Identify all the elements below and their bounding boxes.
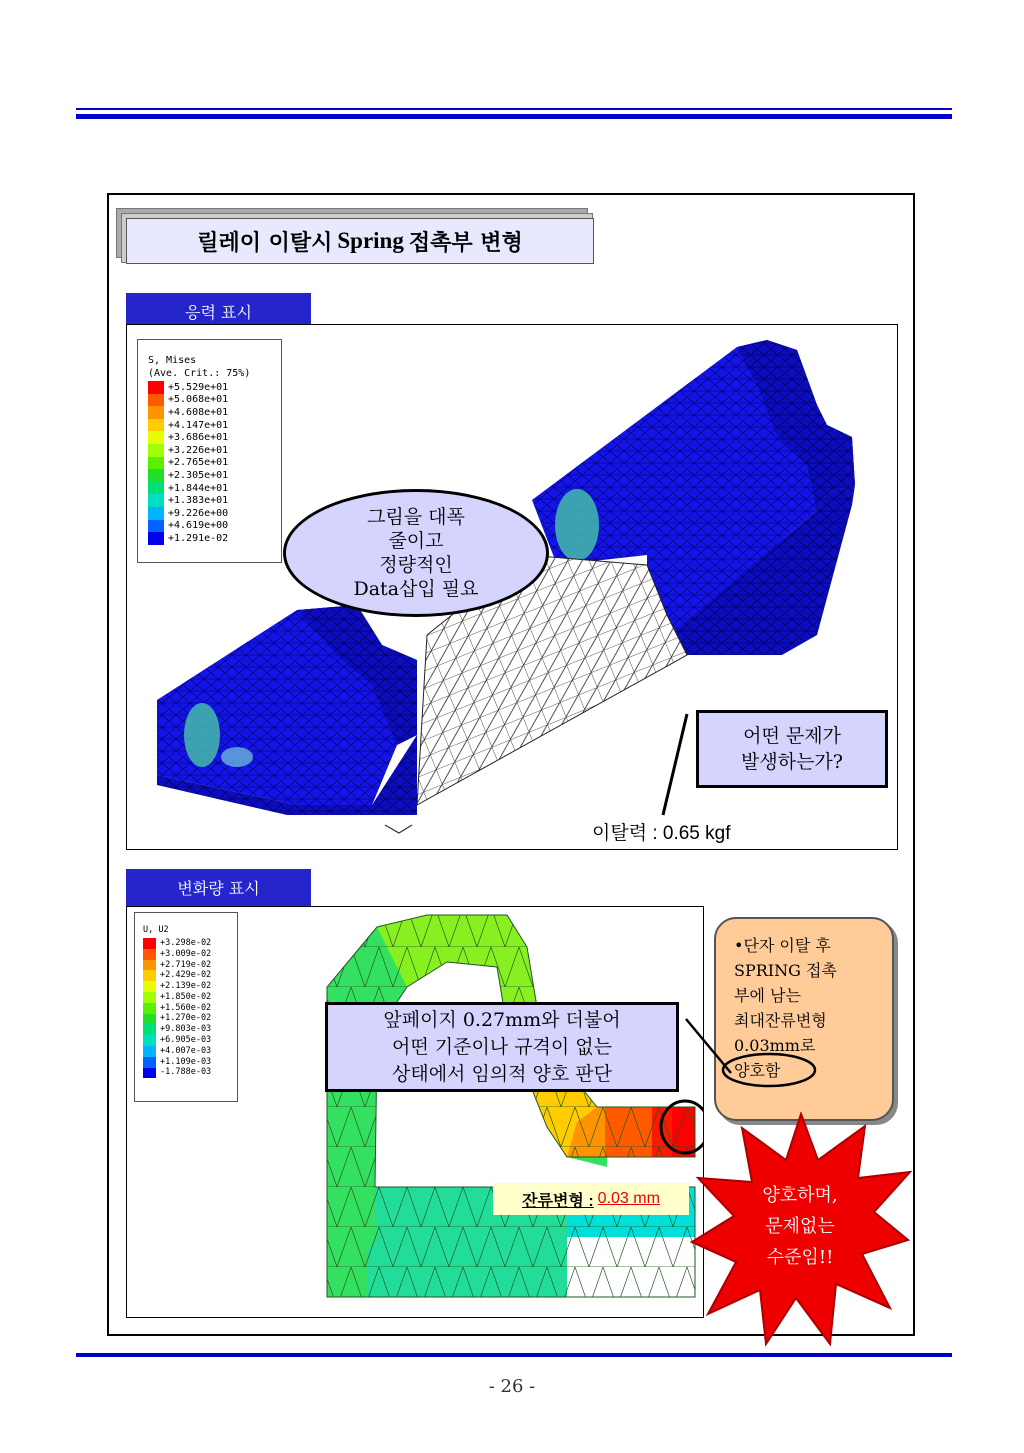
legend-row <box>148 381 281 394</box>
legend-value: +9.803e-03 <box>160 1024 212 1035</box>
note-pointer <box>676 1015 826 1095</box>
callout-ellipse-line: 정량적인 <box>379 554 453 576</box>
legend-swatch <box>143 1057 156 1068</box>
legend-value: +1.383e+01 <box>168 495 229 507</box>
legend-value: +1.291e-02 <box>168 532 229 544</box>
legend-swatch <box>148 469 164 482</box>
legend-swatch <box>143 1014 156 1025</box>
callout-ellipse <box>283 489 549 617</box>
burst-line: 수준임!! <box>766 1247 834 1268</box>
legend-row <box>143 1014 237 1025</box>
legend-row <box>148 419 281 432</box>
legend-swatch <box>148 457 164 470</box>
legend-swatch <box>143 1046 156 1057</box>
legend-value: +3.298e-02 <box>160 937 212 948</box>
legend-row <box>148 520 281 533</box>
tab-displacement <box>126 869 311 906</box>
legend-value: +1.270e-02 <box>160 1013 212 1024</box>
legend-value: +2.719e-02 <box>160 959 212 970</box>
legend-swatch <box>148 419 164 432</box>
legend-swatch <box>148 494 164 507</box>
note-line: 0.03mm로 <box>734 1036 816 1055</box>
legend-value: +3.226e+01 <box>168 444 229 456</box>
legend-value: +2.139e-02 <box>160 981 212 992</box>
legend-row <box>143 1068 237 1079</box>
legend-row <box>148 457 281 470</box>
residual-label: 잔류변형 : <box>522 1192 594 1210</box>
legend-value: +1.844e+01 <box>168 482 229 494</box>
callout-judgement-line: 상태에서 임의적 양호 판단 <box>391 1062 612 1085</box>
callout-judgement-box <box>325 1002 679 1092</box>
legend-swatch <box>143 1035 156 1046</box>
legend-swatch <box>143 1024 156 1035</box>
legend-value: +2.429e-02 <box>160 970 212 981</box>
callout-question-line: 어떤 문제가 <box>743 725 841 747</box>
displacement-legend-title: U, U2 <box>143 925 169 935</box>
legend-row <box>148 394 281 407</box>
legend-row <box>143 970 237 981</box>
stress-legend <box>137 339 282 563</box>
note-line: SPRING 접촉 <box>734 961 837 980</box>
legend-swatch <box>143 992 156 1003</box>
callout-judgement-line: 앞페이지 0.27mm와 더불어 <box>383 1008 621 1031</box>
legend-swatch <box>148 520 164 533</box>
legend-row <box>148 444 281 457</box>
legend-row <box>143 1003 237 1014</box>
stress-legend-subtitle: (Ave. Crit.: 75%) <box>148 368 251 379</box>
callout-ellipse-line: 줄이고 <box>388 530 444 552</box>
header-rule-thin <box>76 108 952 110</box>
legend-value: +9.226e+00 <box>168 507 229 519</box>
page-title-pre: 릴레이 이탈시 <box>197 230 333 256</box>
legend-swatch <box>143 960 156 971</box>
legend-row <box>148 406 281 419</box>
burst-text <box>730 1180 870 1273</box>
tab-displacement-label: 변화량 표시 <box>177 879 260 898</box>
legend-swatch <box>148 406 164 419</box>
tab-stress-label: 응력 표시 <box>185 303 252 322</box>
legend-swatch <box>148 431 164 444</box>
legend-value: +3.009e-02 <box>160 948 212 959</box>
page-title <box>126 218 594 264</box>
legend-swatch <box>143 981 156 992</box>
legend-row <box>148 482 281 495</box>
force-label: 이탈력 : 0.65 kgf <box>592 823 731 844</box>
callout-question-line: 발생하는가? <box>741 751 843 773</box>
stress-legend-scale <box>148 381 281 545</box>
legend-value: +4.608e+01 <box>168 406 229 418</box>
callout-ellipse-line: Data삽입 필요 <box>353 578 479 600</box>
legend-row <box>143 1035 237 1046</box>
residual-value: 0.03 mm <box>597 1190 660 1207</box>
page-title-en: Spring <box>337 228 404 253</box>
legend-row <box>143 938 237 949</box>
burst-line: 문제없는 <box>765 1216 835 1237</box>
legend-value: +5.529e+01 <box>168 381 229 393</box>
legend-swatch <box>148 532 164 545</box>
legend-row <box>143 960 237 971</box>
legend-row <box>143 1046 237 1057</box>
legend-value: +1.850e-02 <box>160 991 212 1002</box>
residual-label-box <box>493 1183 689 1215</box>
legend-value: +4.619e+00 <box>168 520 229 532</box>
legend-value: +5.068e+01 <box>168 394 229 406</box>
callout-ellipse-line: 그림을 대폭 <box>367 506 465 528</box>
legend-swatch <box>148 381 164 394</box>
legend-value: -1.788e-03 <box>160 1067 212 1078</box>
legend-swatch <box>148 444 164 457</box>
callout-question-box <box>696 710 888 788</box>
legend-value: +2.765e+01 <box>168 457 229 469</box>
legend-row <box>143 981 237 992</box>
legend-value: +4.007e-03 <box>160 1045 212 1056</box>
legend-value: +4.147e+01 <box>168 419 229 431</box>
legend-swatch <box>143 1003 156 1014</box>
legend-row <box>148 532 281 545</box>
displacement-legend-scale <box>143 938 237 1078</box>
note-line: 양호함 <box>734 1061 781 1080</box>
note-line: 부에 남는 <box>734 986 801 1005</box>
legend-swatch <box>143 949 156 960</box>
legend-row <box>148 494 281 507</box>
legend-row <box>148 431 281 444</box>
legend-row <box>148 507 281 520</box>
legend-swatch <box>143 938 156 949</box>
callout-judgement-line: 어떤 기준이나 규격이 없는 <box>391 1035 612 1058</box>
note-line: 최대잔류변형 <box>734 1011 827 1030</box>
legend-value: +2.305e+01 <box>168 469 229 481</box>
legend-value: +3.686e+01 <box>168 432 229 444</box>
callout-pointer-line <box>655 710 695 820</box>
legend-swatch <box>148 482 164 495</box>
burst-line: 양호하며, <box>762 1185 838 1206</box>
legend-swatch <box>143 970 156 981</box>
legend-swatch <box>148 394 164 407</box>
legend-row <box>143 949 237 960</box>
legend-value: +1.560e-02 <box>160 1002 212 1013</box>
note-line: •단자 이탈 후 <box>734 936 831 955</box>
legend-row <box>148 469 281 482</box>
footer-rule <box>76 1353 952 1357</box>
legend-swatch <box>148 507 164 520</box>
header-rule-thick <box>76 114 952 119</box>
page-title-post: 접촉부 변형 <box>408 230 523 256</box>
legend-swatch <box>143 1068 156 1079</box>
page-number: - 26 - <box>488 1376 536 1397</box>
legend-row <box>143 992 237 1003</box>
legend-row <box>143 1057 237 1068</box>
displacement-legend <box>134 912 238 1102</box>
legend-row <box>143 1024 237 1035</box>
legend-value: +6.905e-03 <box>160 1035 212 1046</box>
legend-value: +1.109e-03 <box>160 1056 212 1067</box>
stress-legend-title: S, Mises <box>148 355 197 366</box>
